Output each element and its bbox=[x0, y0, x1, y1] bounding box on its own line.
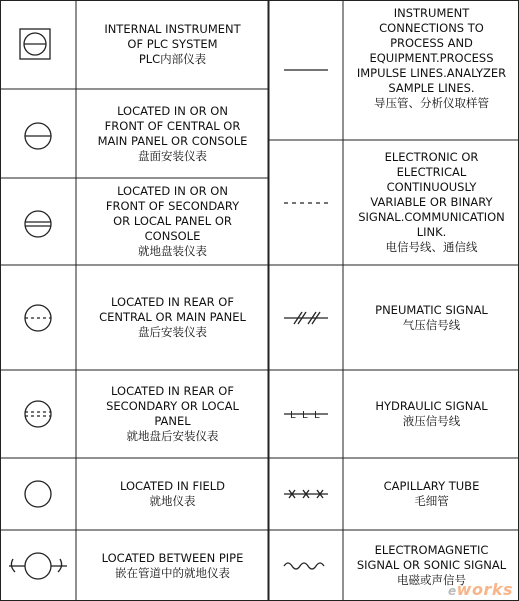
row-rear-local-description bbox=[77, 370, 268, 458]
electric-signal-line-icon bbox=[269, 140, 343, 265]
rear-main-panel-icon bbox=[0, 265, 76, 370]
description-zh: 嵌在管道中的就地仪表 bbox=[115, 565, 230, 580]
svg-text:L: L bbox=[290, 410, 296, 421]
signal-pneumatic-description bbox=[344, 265, 519, 370]
description-en: LOCATED IN REAR OF SECONDARY OR LOCAL PANEL bbox=[106, 384, 239, 428]
row-main-panel-description bbox=[77, 89, 268, 178]
rear-local-panel-icon bbox=[0, 370, 76, 458]
row-field-description bbox=[77, 458, 268, 530]
signal-capillary-description bbox=[344, 458, 519, 530]
signal-hydraulic-description bbox=[344, 370, 519, 458]
description-zh: 盘后安装仪表 bbox=[138, 325, 207, 339]
description-zh: 气压信号线 bbox=[402, 317, 461, 332]
description-zh: 就地盘装仪表 bbox=[138, 244, 207, 258]
field-instrument-icon bbox=[0, 458, 76, 530]
description-en: LOCATED IN OR ON FRONT OF CENTRAL OR MAIN PANEL OR CONSOLE bbox=[97, 103, 248, 148]
plc-instrument-icon bbox=[0, 0, 76, 89]
pneumatic-signal-line-icon bbox=[269, 265, 343, 370]
description-en: LOCATED IN REAR OF CENTRAL OR MAIN PANEL bbox=[99, 295, 246, 324]
hydraulic-signal-line-icon bbox=[269, 370, 343, 458]
inline-pipe-instrument-icon bbox=[0, 530, 76, 601]
description-zh: 盘面安装仪表 bbox=[138, 148, 207, 163]
description-en: ELECTRONIC OR ELECTRICAL CONTINUOUSLY VARIABLE OR BINARY SIGNAL.COMMUNICATION LINK. bbox=[358, 150, 505, 239]
row-plc-description bbox=[77, 0, 268, 89]
local-panel-instrument-icon bbox=[0, 178, 76, 265]
signal-electric-description bbox=[344, 140, 519, 265]
description-en: ELECTROMAGNETIC SIGNAL OR SONIC SIGNAL bbox=[356, 543, 507, 572]
main-panel-instrument-icon bbox=[0, 89, 76, 178]
signal-process-description bbox=[344, 0, 519, 140]
row-local-panel-description bbox=[77, 178, 268, 265]
row-inline-description bbox=[77, 530, 268, 601]
description-zh: 就地盘后安装仪表 bbox=[126, 429, 219, 443]
process-line-icon bbox=[269, 0, 343, 140]
description-zh: 电信号线、通信线 bbox=[385, 240, 478, 254]
description-en: INSTRUMENT CONNECTIONS TO PROCESS AND EQUIPMENT.PROCESS IMPULSE LINES.ANALYZER SAMPLE LINES. bbox=[356, 5, 507, 95]
description-en: PNEUMATIC SIGNAL bbox=[375, 302, 488, 317]
description-zh: 电磁或声信号 bbox=[397, 573, 466, 587]
description-en: LOCATED IN FIELD bbox=[119, 479, 226, 493]
svg-text:L: L bbox=[302, 410, 308, 421]
electromagnetic-signal-line-icon bbox=[269, 530, 343, 601]
description-en: LOCATED IN OR ON FRONT OF SECONDARY OR LOCAL PANEL OR CONSOLE bbox=[105, 184, 240, 243]
description-zh: 导压管、分析仪取样管 bbox=[374, 95, 489, 110]
watermark-logo: eworks bbox=[448, 580, 513, 599]
capillary-tube-line-icon bbox=[269, 458, 343, 530]
description-zh: 毛细管 bbox=[414, 494, 449, 508]
svg-text:L: L bbox=[314, 410, 320, 421]
description-en: LOCATED BETWEEN PIPE bbox=[101, 550, 244, 565]
description-zh: 就地仪表 bbox=[149, 494, 196, 508]
description-en: INTERNAL INSTRUMENT OF PLC SYSTEM bbox=[104, 22, 241, 51]
description-en: CAPILLARY TUBE bbox=[383, 479, 480, 493]
description-zh: PLC内部仪表 bbox=[138, 52, 207, 66]
description-zh: 液压信号线 bbox=[402, 414, 461, 428]
row-rear-main-description bbox=[77, 265, 268, 370]
description-en: HYDRAULIC SIGNAL bbox=[375, 399, 488, 413]
